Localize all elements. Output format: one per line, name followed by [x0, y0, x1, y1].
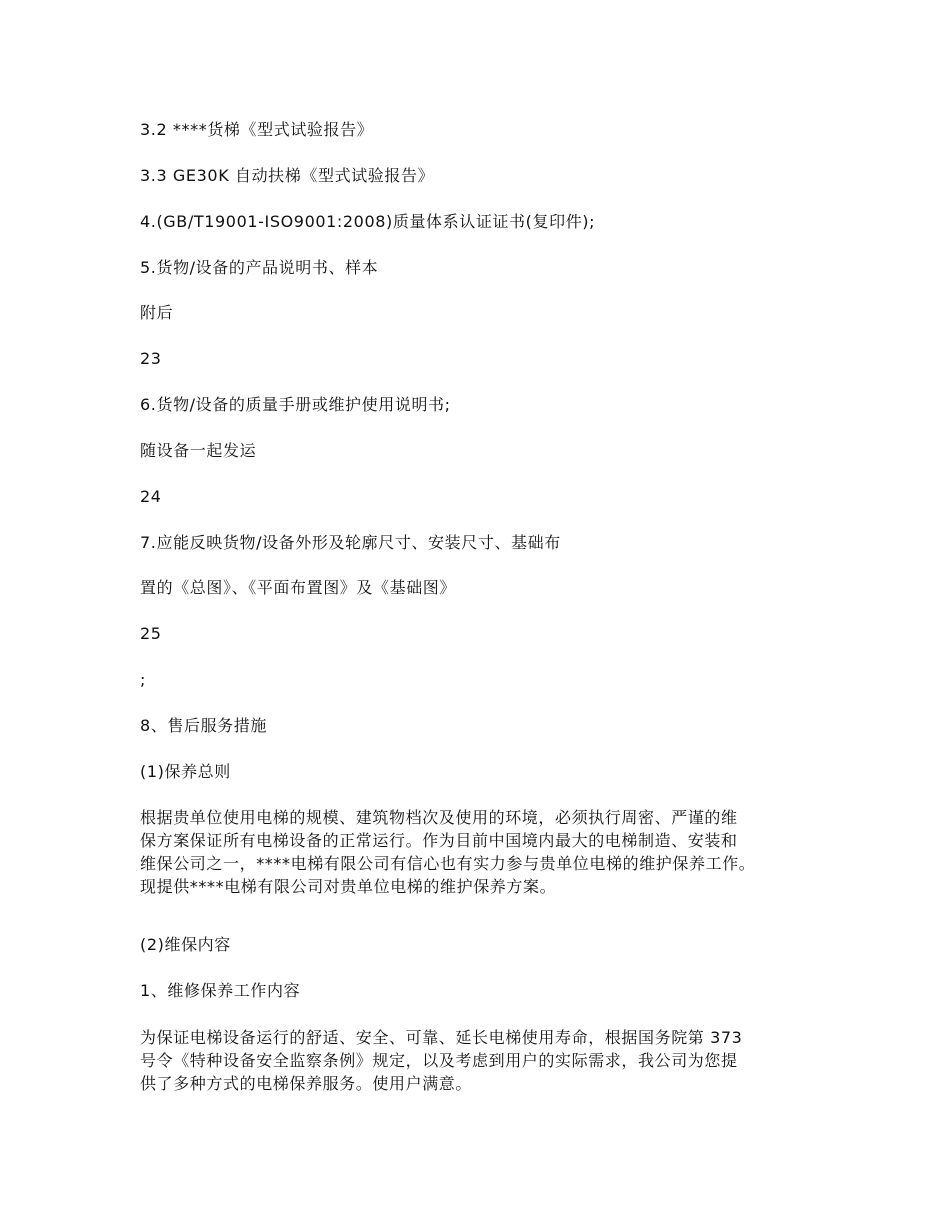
- paragraph-line: 现提供****电梯有限公司对贵单位电梯的维护保养方案。: [140, 877, 557, 896]
- text-line: 随设备一起发运: [140, 441, 257, 460]
- subsection-heading: (2)维保内容: [140, 935, 231, 954]
- text-line: 4.(GB/T19001-ISO9001:2008)质量体系认证证书(复印件);: [140, 212, 596, 231]
- text-line: 6.货物/设备的质量手册或维护使用说明书;: [140, 395, 451, 414]
- section-heading: 1、维修保养工作内容: [140, 981, 301, 1000]
- page-number-text: 25: [140, 624, 162, 643]
- text-line: 7.应能反映货物/设备外形及轮廓尺寸、安装尺寸、基础布: [140, 533, 561, 552]
- text-line: 3.3 GE30K 自动扶梯《型式试验报告》: [140, 166, 435, 185]
- page-number-text: 24: [140, 487, 162, 506]
- paragraph-line: 根据贵单位使用电梯的规模、建筑物档次及使用的环境，必须执行周密、严谨的维: [140, 808, 738, 827]
- text-line: 置的《总图》、《平面布置图》及《基础图》: [140, 578, 457, 597]
- paragraph-line: 为保证电梯设备运行的舒适、安全、可靠、延长电梯使用寿命，根据国务院第 373: [140, 1028, 743, 1047]
- text-line: 附后: [140, 303, 174, 322]
- paragraph-line: 供了多种方式的电梯保养服务。使用户满意。: [140, 1074, 473, 1093]
- subsection-heading: (1)保养总则: [140, 762, 231, 781]
- paragraph-line: 号令《特种设备安全监察条例》规定，以及考虑到用户的实际需求，我公司为您提: [140, 1051, 738, 1070]
- text-line: ;: [140, 670, 146, 689]
- page-number-text: 23: [140, 349, 162, 368]
- text-line: 5.货物/设备的产品说明书、样本: [140, 258, 379, 277]
- paragraph-maintenance-principle: [140, 806, 820, 898]
- section-heading: 8、售后服务措施: [140, 716, 267, 735]
- paragraph-line: 维保公司之一，****电梯有限公司有信心也有实力参与贵单位电梯的维护保养工作。: [140, 854, 756, 873]
- paragraph-maintenance-content: [140, 1026, 820, 1095]
- text-line: 3.2 ****货梯《型式试验报告》: [140, 120, 374, 139]
- paragraph-line: 保方案保证所有电梯设备的正常运行。作为目前中国境内最大的电梯制造、安装和: [140, 831, 738, 850]
